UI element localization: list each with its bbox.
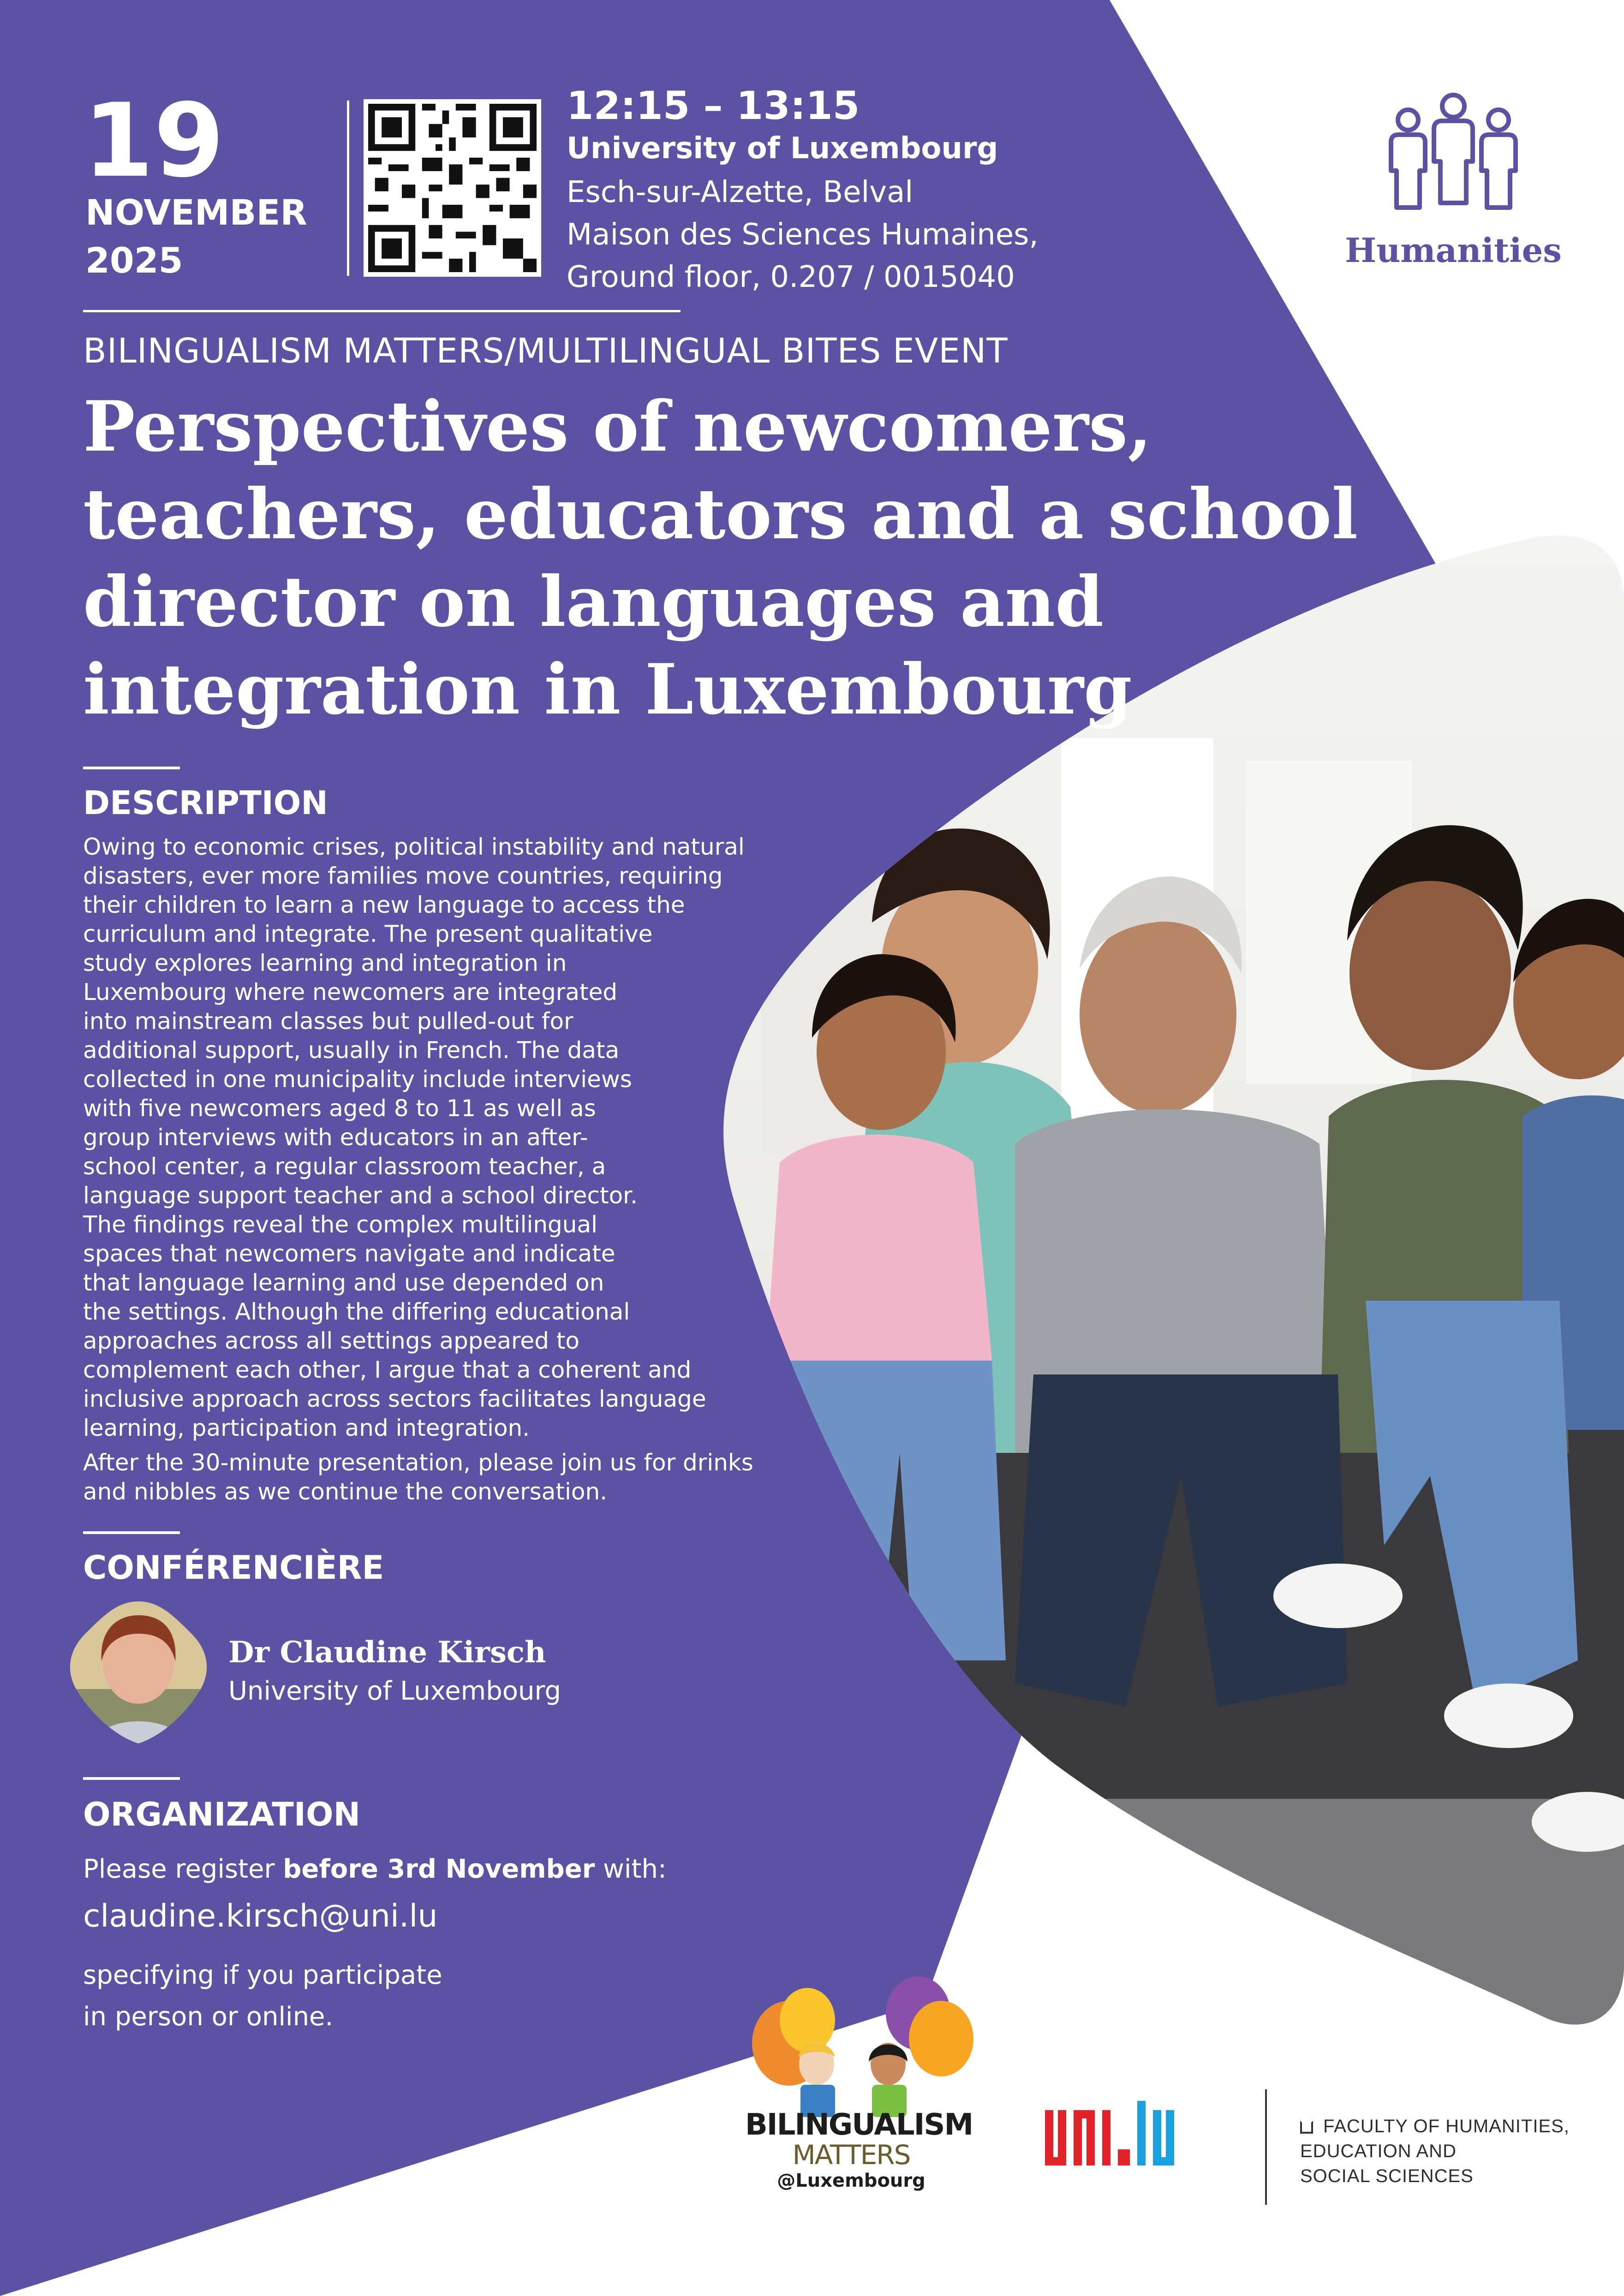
event-day: 19 bbox=[83, 82, 225, 200]
event-time: 12:15 – 13:15 bbox=[567, 83, 860, 128]
bm-subtitle: MATTERS bbox=[792, 2139, 910, 2171]
avatar bbox=[62, 1597, 215, 1749]
venue-line-1: University of Luxembourg bbox=[567, 131, 998, 166]
description-line: school center, a regular classroom teacher, a bbox=[83, 1153, 606, 1180]
description-line: the settings. Although the differing educational bbox=[83, 1298, 630, 1325]
title-line-4: integration in Luxembourg bbox=[83, 649, 1132, 730]
description-line: additional support, usually in French. The data bbox=[83, 1037, 620, 1064]
description-line: into mainstream classes but pulled-out for bbox=[83, 1008, 573, 1035]
date-divider bbox=[347, 101, 349, 276]
description-line: group interviews with educators in an after- bbox=[83, 1124, 588, 1151]
description-line: The findings reveal the complex multilingual bbox=[83, 1211, 598, 1238]
contact-email[interactable]: claudine.kirsch@uni.lu bbox=[83, 1898, 438, 1934]
register-deadline: before 3rd November bbox=[283, 1854, 595, 1884]
venue-line-4: Ground floor, 0.207 / 0015040 bbox=[567, 260, 1015, 294]
title-line-1: Perspectives of newcomers, bbox=[83, 386, 1152, 467]
description-line: learning, participation and integration. bbox=[83, 1415, 530, 1441]
organization-rule bbox=[83, 1777, 180, 1780]
humanities-label: Humanities bbox=[1345, 231, 1562, 270]
uni-lu-logo bbox=[1045, 2101, 1239, 2175]
description-line: approaches across all settings appeared to bbox=[83, 1327, 580, 1354]
qr-code-icon bbox=[368, 104, 537, 272]
description-line: language support teacher and a school director. bbox=[83, 1182, 638, 1209]
venue-line-2: Esch-sur-Alzette, Belval bbox=[567, 175, 914, 209]
event-year: 2025 bbox=[85, 240, 183, 281]
organization-heading: ORGANIZATION bbox=[83, 1796, 361, 1833]
after-line: After the 30-minute presentation, please join us for drinks bbox=[83, 1449, 753, 1476]
speaker-photo bbox=[62, 1597, 215, 1749]
faculty-line-1: FACULTY OF HUMANITIES, bbox=[1323, 2116, 1570, 2136]
participation-note-line-2: in person or online. bbox=[83, 2002, 334, 2032]
title-line-3: director on languages and bbox=[83, 561, 1104, 642]
event-title bbox=[83, 383, 1375, 733]
venue-line-3: Maison des Sciences Humaines, bbox=[567, 218, 1039, 252]
speaker-name: Dr Claudine Kirsch bbox=[228, 1635, 546, 1670]
register-instruction bbox=[83, 1854, 667, 1884]
description-line: Owing to economic crises, political instability and natural bbox=[83, 833, 745, 860]
register-suffix: with: bbox=[595, 1854, 667, 1884]
description-line: complement each other, I argue that a coherent and bbox=[83, 1356, 692, 1383]
description-body bbox=[83, 833, 812, 1443]
event-kicker: BILINGUALISM MATTERS/MULTILINGUAL BITES EVENT bbox=[83, 331, 1008, 371]
description-line: that language learning and use depended on bbox=[83, 1269, 604, 1296]
bm-location: @Luxembourg bbox=[777, 2170, 925, 2191]
faculty-square-icon bbox=[1300, 2121, 1313, 2134]
description-heading: DESCRIPTION bbox=[83, 784, 328, 822]
description-rule bbox=[83, 767, 180, 769]
register-prefix: Please register bbox=[83, 1854, 283, 1884]
header-divider bbox=[83, 310, 681, 312]
description-line: disasters, ever more families move countries, requiring bbox=[83, 862, 723, 889]
description-line: Luxembourg where newcomers are integrated bbox=[83, 979, 618, 1005]
qr-code[interactable] bbox=[364, 99, 541, 277]
title-line-2: teachers, educators and a school bbox=[83, 474, 1358, 555]
description-line: study explores learning and integration in bbox=[83, 950, 567, 976]
after-presentation-note bbox=[83, 1448, 914, 1506]
description-line: their children to learn a new language to access the bbox=[83, 892, 685, 918]
description-line: spaces that newcomers navigate and indicate bbox=[83, 1240, 615, 1267]
description-line: with five newcomers aged 8 to 11 as well as bbox=[83, 1095, 596, 1122]
speaker-rule bbox=[83, 1531, 180, 1534]
participation-note-line-1: specifying if you participate bbox=[83, 1960, 442, 1990]
description-line: inclusive approach across sectors facilitates language bbox=[83, 1386, 706, 1412]
faculty-line-2: EDUCATION AND bbox=[1300, 2141, 1457, 2161]
description-line: collected in one municipality include interviews bbox=[83, 1066, 632, 1093]
speaker-heading: CONFÉRENCIÈRE bbox=[83, 1549, 384, 1587]
after-line: and nibbles as we continue the conversation. bbox=[83, 1478, 608, 1505]
bm-title: BILINGUALISM bbox=[745, 2108, 973, 2142]
speaker-affiliation: University of Luxembourg bbox=[228, 1676, 561, 1706]
description-line: curriculum and integrate. The present qualitative bbox=[83, 921, 653, 947]
faculty-line-3: SOCIAL SCIENCES bbox=[1300, 2166, 1474, 2186]
event-month: NOVEMBER bbox=[85, 192, 307, 233]
logo-divider bbox=[1265, 2089, 1267, 2205]
